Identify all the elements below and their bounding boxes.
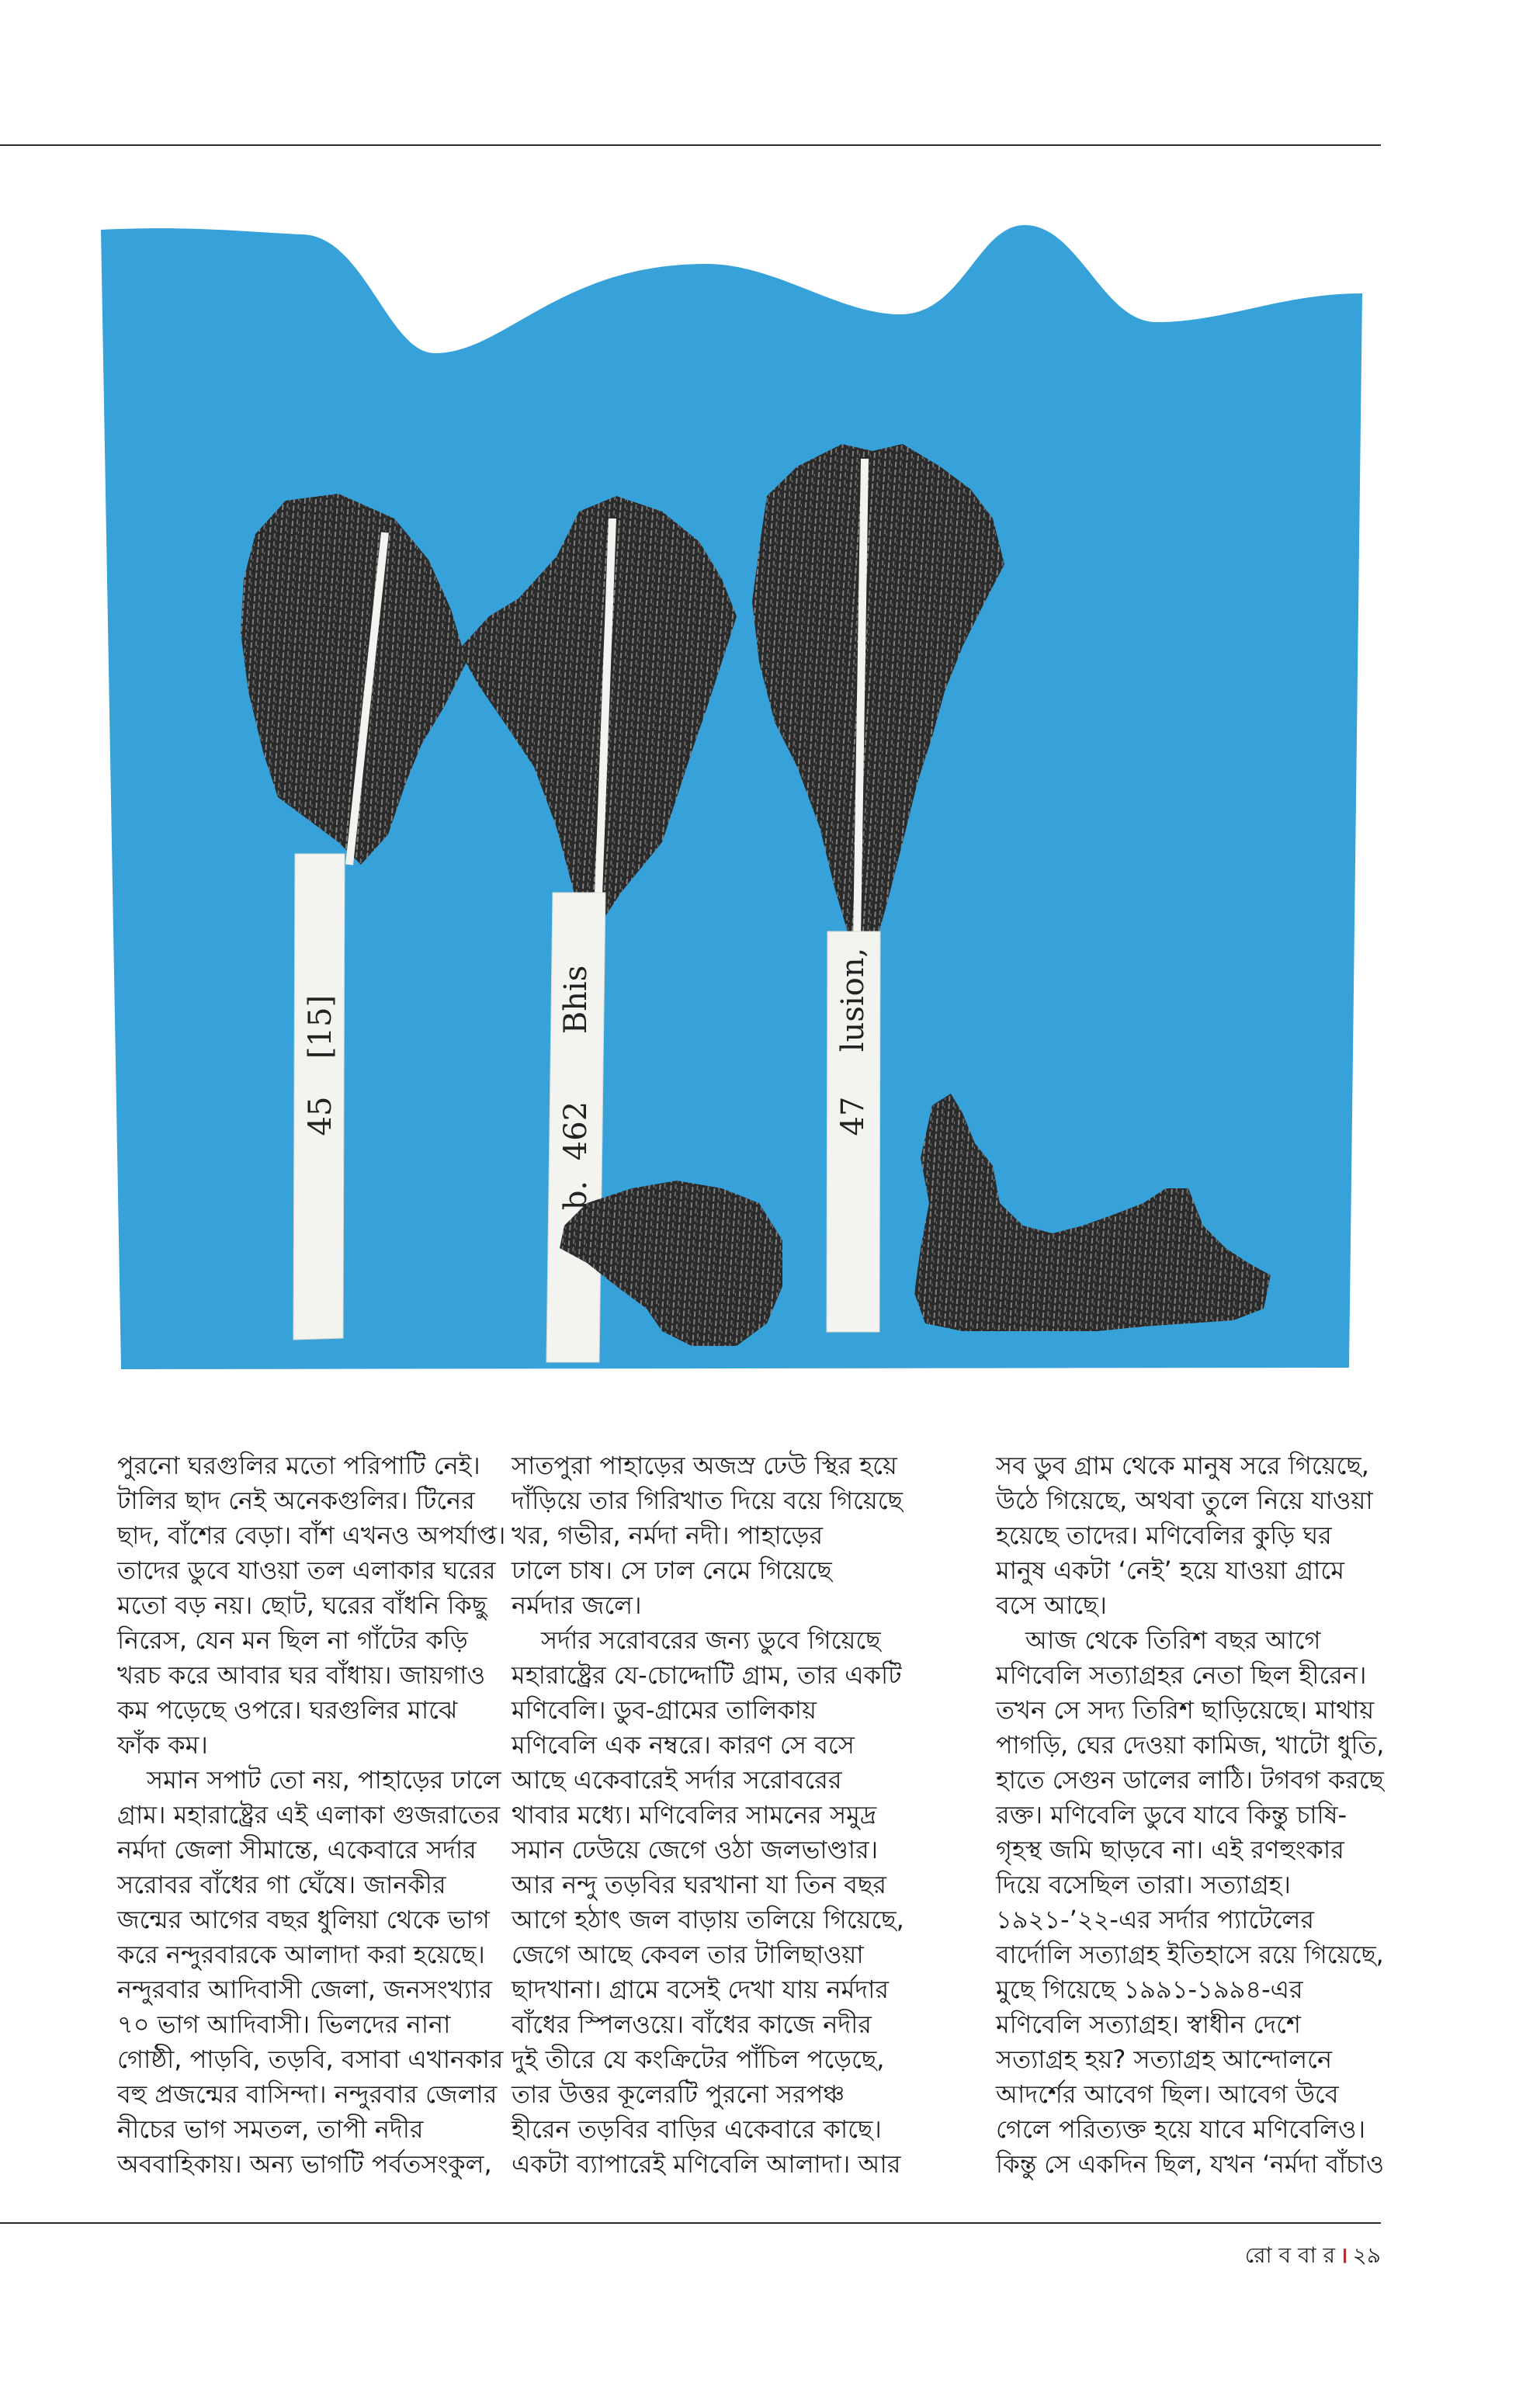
article-line: মানুষ একটা ‘নেই’ হয়ে যাওয়া গ্রামে xyxy=(996,1555,1344,1585)
article-line: সর্দার সরোবরের জন্য ডুবে গিয়েছে xyxy=(541,1625,881,1655)
article-line: হয়েছে তাদের। মণিবেলির কুড়ি ঘর xyxy=(996,1521,1332,1550)
article-line: সরোবর বাঁধের গা ঘেঁষে। জানকীর xyxy=(117,1870,446,1899)
strip-2-fragment-b: 462 xyxy=(558,1101,594,1161)
strip-3-fragment-a: lusion, xyxy=(835,947,871,1053)
article-line: খরচ করে আবার ঘর বাঁধায়। জায়গাও xyxy=(117,1660,486,1690)
article-line: হাতে সেগুন ডালের লাঠি। টগবগ করছে xyxy=(996,1765,1384,1795)
article-line: নন্দুরবার আদিবাসী জেলা, জনসংখ্যার xyxy=(117,1975,492,2004)
article-line: সমান সপাট তো নয়, পাহাড়ের ঢালে xyxy=(147,1765,501,1795)
strip-2-fragment-c: b. xyxy=(558,1180,594,1211)
page-footer xyxy=(1245,2242,1381,2270)
article-line: গ্রাম। মহারাষ্ট্রের এই এলাকা গুজরাতের xyxy=(117,1800,501,1829)
article-line: মতো বড় নয়। ছোট, ঘরের বাঁধনি কিছু xyxy=(117,1590,487,1620)
article-line: আছে একেবারেই সর্দার সরোবরের xyxy=(512,1765,842,1795)
article-line: বহু প্রজন্মের বাসিন্দা। নন্দুরবার জেলার xyxy=(117,2079,498,2109)
article-line: মণিবেলি সত্যাগ্রহর নেতা ছিল হীরেন। xyxy=(996,1660,1367,1690)
article-line: বসে আছে। xyxy=(996,1590,1107,1620)
article-line: জেগে আছে কেবল তার টালিছাওয়া xyxy=(512,1940,864,1969)
article-line: সব ডুব গ্রাম থেকে মানুষ সরে গিয়েছে, xyxy=(996,1451,1369,1480)
article-line: তার উত্তর কূলেরটি পুরনো সরপঞ্চ xyxy=(512,2079,845,2109)
article-line: আদর্শের আবেগ ছিল। আবেগ উবে xyxy=(996,2079,1339,2109)
article-line: গেলে পরিত্যক্ত হয়ে যাবে মণিবেলিও। xyxy=(996,2114,1366,2144)
article-line: আর নন্দু তড়বির ঘরখানা যা তিন বছর xyxy=(512,1870,886,1899)
article-line: মহারাষ্ট্রের যে-চোদ্দোটি গ্রাম, তার একটি xyxy=(512,1660,902,1690)
article-line: অববাহিকায়। অন্য ভাগটি পর্বতসংকুল, xyxy=(117,2149,492,2179)
strip-1-fragment-b: 45 xyxy=(303,1096,338,1136)
article-line: ছাদখানা। গ্রামে বসেই দেখা যায় নর্মদার xyxy=(512,1975,890,2004)
strip-2-fragment-a: Bhis xyxy=(558,965,594,1035)
article-line: দিয়ে বসেছিল তারা। সত্যাগ্রহ। xyxy=(996,1870,1291,1899)
article-column-2 xyxy=(512,1448,940,2182)
article-line: তখন সে সদ্য তিরিশ ছাড়িয়েছে। মাথায় xyxy=(996,1695,1375,1725)
article-line: ৭০ ভাগ আদিবাসী। ভিলদের নানা xyxy=(117,2010,451,2039)
article-line: গৃহস্থ জমি ছাড়বে না। এই রণহুংকার xyxy=(996,1835,1344,1864)
article-line: সমান ঢেউয়ে জেগে ওঠা জলভাণ্ডার। xyxy=(512,1835,879,1864)
article-line: ছাদ, বাঁশের বেড়া। বাঁশ এখনও অপর্যাপ্ত। xyxy=(117,1521,506,1550)
article-line: থাবার মধ্যে। মণিবেলির সামনের সমুদ্র xyxy=(512,1800,877,1829)
article-line: মণিবেলি। ডুব-গ্রামের তালিকায় xyxy=(512,1695,817,1725)
article-line: সাতপুরা পাহাড়ের অজস্র ঢেউ স্থির হয়ে xyxy=(512,1451,897,1480)
page-number: ২৯ xyxy=(1352,2242,1381,2268)
article-line: করে নন্দুরবারকে আলাদা করা হয়েছে। xyxy=(117,1940,485,1969)
article-line: মণিবেলি সত্যাগ্রহ। স্বাধীন দেশে xyxy=(996,2010,1301,2039)
article-line: দুই তীরে যে কংক্রিটের পাঁচিল পড়েছে, xyxy=(512,2044,885,2074)
article-line: মণিবেলি এক নম্বরে। কারণ সে বসে xyxy=(512,1730,855,1760)
bottom-rule xyxy=(0,2222,1381,2224)
article-line: রক্ত। মণিবেলি ডুবে যাবে কিন্তু চাষি- xyxy=(996,1800,1348,1829)
article-column-1 xyxy=(117,1448,505,2182)
article-line: ফাঁক কম। xyxy=(117,1730,208,1760)
article-line: তাদের ডুবে যাওয়া তল এলাকার ঘরের xyxy=(117,1555,496,1585)
article-line: একটা ব্যাপারেই মণিবেলি আলাদা। আর xyxy=(512,2149,901,2179)
article-line: খর, গভীর, নর্মদা নদী। পাহাড়ের xyxy=(512,1521,824,1550)
strip-1-fragment-a: [15] xyxy=(303,994,338,1060)
article-line: টালির ছাদ নেই অনেকগুলির। টিনের xyxy=(117,1486,475,1515)
article-line: হীরেন তড়বির বাড়ির একেবারে কাছে। xyxy=(512,2114,882,2144)
magazine-name: রো ব বা র xyxy=(1244,2242,1335,2268)
strip-3-fragment-b: 47 xyxy=(835,1096,871,1136)
article-line: পুরনো ঘরগুলির মতো পরিপাটি নেই। xyxy=(117,1451,480,1480)
article-line: বার্দোলি সত্যাগ্রহ ইতিহাসে রয়ে গিয়েছে, xyxy=(996,1940,1384,1969)
article-line: বাঁধের স্পিলওয়ে। বাঁধের কাজে নদীর xyxy=(512,2010,872,2039)
article-line: ঢালে চাষ। সে ঢাল নেমে গিয়েছে xyxy=(512,1555,832,1585)
article-column-3 xyxy=(996,1448,1384,2182)
article-line: মুছে গিয়েছে ১৯৯১-১৯৯৪-এর xyxy=(996,1975,1303,2004)
article-line: আজ থেকে তিরিশ বছর আগে xyxy=(1025,1625,1321,1655)
article-line: পাগড়ি, ঘের দেওয়া কামিজ, খাটো ধুতি, xyxy=(996,1730,1385,1760)
article-line: নিরেস, যেন মন ছিল না গাঁটের কড়ি xyxy=(117,1625,468,1655)
article-line: আগে হঠাৎ জল বাড়ায় তলিয়ে গিয়েছে, xyxy=(512,1905,904,1934)
article-line: নর্মদার জলে। xyxy=(512,1590,642,1620)
article-line: উঠে গিয়েছে, অথবা তুলে নিয়ে যাওয়া xyxy=(996,1486,1373,1515)
article-line: ১৯২১-’২২-এর সর্দার প্যাটেলের xyxy=(996,1905,1314,1934)
article-line: নীচের ভাগ সমতল, তাপী নদীর xyxy=(117,2114,424,2144)
article-line: সত্যাগ্রহ হয়? সত্যাগ্রহ আন্দোলনে xyxy=(996,2044,1333,2074)
article-line: জন্মের আগের বছর ধুলিয়া থেকে ভাগ xyxy=(117,1905,490,1934)
footer-separator: । xyxy=(1340,2242,1348,2268)
article-line: কিন্তু সে একদিন ছিল, যখন ‘নর্মদা বাঁচাও xyxy=(996,2149,1384,2179)
article-line: গোষ্ঠী, পাড়বি, তড়বি, বসাবা এখানকার xyxy=(117,2044,504,2074)
article-line: নর্মদা জেলা সীমান্তে, একেবারে সর্দার xyxy=(117,1835,477,1864)
article-line: কম পড়েছে ওপরে। ঘরগুলির মাঝে xyxy=(117,1695,458,1725)
article-line: দাঁড়িয়ে তার গিরিখাত দিয়ে বয়ে গিয়েছে xyxy=(512,1486,904,1515)
